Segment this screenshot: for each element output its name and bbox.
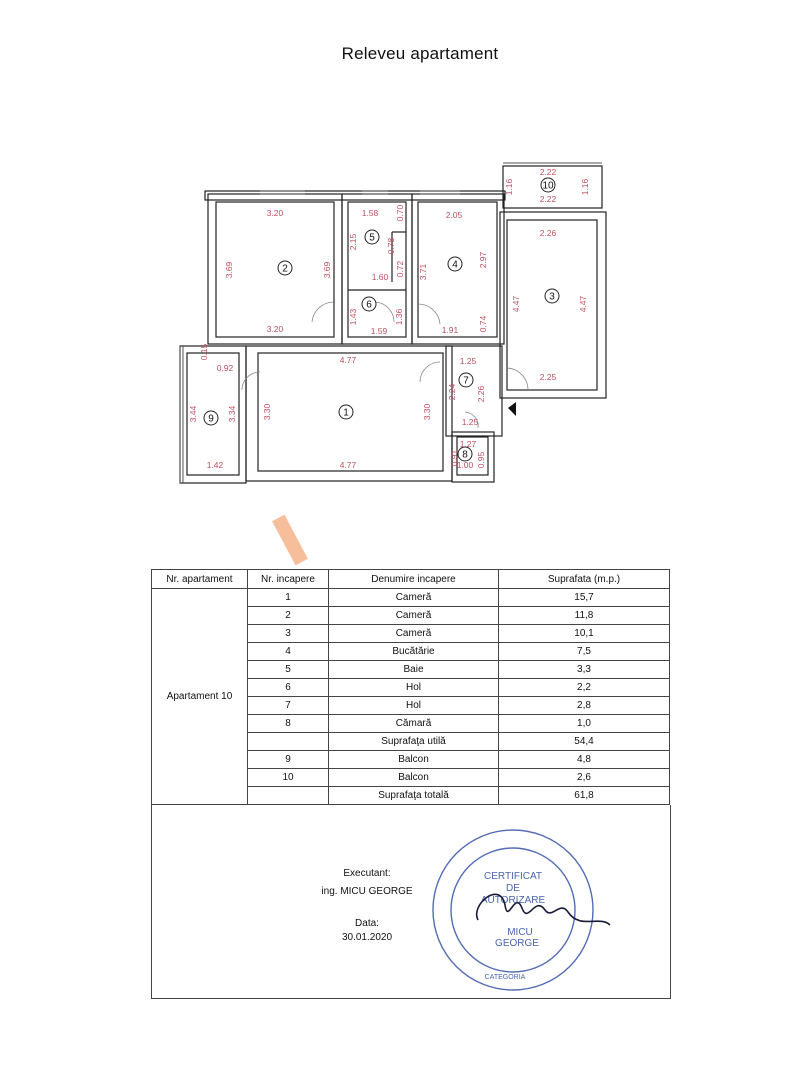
dim: 0.92 [216, 363, 234, 373]
date-label: Data: [355, 918, 379, 929]
room-number: 6 [366, 299, 372, 311]
stamp-line: DE [506, 883, 520, 894]
dim: 1.36 [394, 308, 404, 326]
room-nr: 5 [248, 661, 329, 679]
room-name: Balcon [329, 751, 499, 769]
dim: 0.15 [199, 343, 209, 361]
dim: 3.44 [188, 405, 198, 423]
dim: 4.47 [511, 295, 521, 313]
dim: 1.42 [206, 460, 224, 470]
dim: 2.05 [445, 210, 463, 220]
dim: 2.25 [539, 372, 557, 382]
room-area: 15,7 [499, 589, 670, 607]
room-nr: 4 [248, 643, 329, 661]
room-name: Cămară [329, 715, 499, 733]
room-name: Cameră [329, 589, 499, 607]
dim: 1.59 [370, 326, 388, 336]
dim: 0.70 [395, 204, 405, 222]
dim: 2.22 [539, 194, 557, 204]
dim: 0.78 [386, 237, 396, 255]
room-nr: 9 [248, 751, 329, 769]
header-room-name: Denumire incapere [329, 570, 499, 589]
dim: 2.24 [447, 383, 457, 401]
room-name: Hol [329, 679, 499, 697]
dim: 1.58 [361, 208, 379, 218]
header-room-nr: Nr. incapere [248, 570, 329, 589]
dim: 2.26 [539, 228, 557, 238]
total-area-value: 61,8 [499, 787, 670, 805]
useful-area-label: Suprafaţa utilă [329, 733, 499, 751]
dim: 1.91 [441, 325, 459, 335]
room-number: 2 [282, 263, 288, 275]
room-area: 1,0 [499, 715, 670, 733]
dim: 0.95 [476, 451, 486, 469]
room-number: 4 [452, 259, 458, 271]
room-area: 11,8 [499, 607, 670, 625]
room-number: 7 [463, 375, 469, 387]
executant-name: ing. MICU GEORGE [321, 886, 413, 897]
dim: 1.16 [580, 178, 590, 196]
room-number: 3 [549, 291, 555, 303]
dim: 1.00 [456, 460, 474, 470]
dim: 2.26 [476, 385, 486, 403]
stamp-line: CATEGORIA [484, 974, 526, 981]
room-nr: 6 [248, 679, 329, 697]
apartment-cell: Apartament 10 [152, 589, 248, 805]
room-area: 7,5 [499, 643, 670, 661]
dim: 1.60 [371, 272, 389, 282]
room-name: Cameră [329, 625, 499, 643]
room-name: Balcon [329, 769, 499, 787]
room-nr: 1 [248, 589, 329, 607]
dim: 3.30 [422, 403, 432, 421]
dim: 2.15 [348, 233, 358, 251]
dim: 0.72 [395, 260, 405, 278]
dim: 3.30 [262, 403, 272, 421]
room-number: 10 [542, 180, 554, 192]
dim: 2.22 [539, 167, 557, 177]
room-area: 10,1 [499, 625, 670, 643]
dim: 3.20 [266, 324, 284, 334]
stamp-line: AUTORIZARE [480, 895, 546, 906]
room-area: 2,2 [499, 679, 670, 697]
total-area-label: Suprafaţa totală [329, 787, 499, 805]
dim: 3.20 [266, 208, 284, 218]
room-nr: 3 [248, 625, 329, 643]
stamp-line: CERTIFICAT [484, 871, 542, 882]
dim: 1.43 [348, 308, 358, 326]
dim: 0.74 [478, 315, 488, 333]
room-area: 3,3 [499, 661, 670, 679]
room-area: 2,6 [499, 769, 670, 787]
dim: 0.91 [449, 449, 459, 467]
room-area: 4,8 [499, 751, 670, 769]
dim: 1.16 [504, 178, 514, 196]
dim: 4.77 [339, 355, 357, 365]
header-area: Suprafata (m.p.) [499, 570, 670, 589]
room-name: Baie [329, 661, 499, 679]
room-name: Cameră [329, 607, 499, 625]
room-number: 9 [208, 413, 214, 425]
dim: 3.69 [224, 261, 234, 279]
dim: 4.47 [578, 295, 588, 313]
stamp-line: MICU [507, 927, 533, 938]
dim: 3.34 [227, 405, 237, 423]
room-nr: 7 [248, 697, 329, 715]
dim: 3.71 [418, 263, 428, 281]
dim: 4.77 [339, 460, 357, 470]
page-title: Releveu apartament [341, 44, 499, 63]
date-value: 30.01.2020 [341, 932, 393, 943]
stamp-line: GEORGE [495, 938, 539, 949]
dim: 1.25 [461, 417, 479, 427]
dim: 1.27 [459, 439, 477, 449]
room-number: 8 [462, 449, 468, 461]
room-number: 1 [343, 407, 349, 419]
room-number: 5 [369, 232, 375, 244]
useful-area-value: 54,4 [499, 733, 670, 751]
room-name: Hol [329, 697, 499, 715]
room-area: 2,8 [499, 697, 670, 715]
executant-label: Executant: [343, 868, 391, 879]
room-nr: 2 [248, 607, 329, 625]
dim: 1.25 [459, 356, 477, 366]
dim: 2.97 [478, 251, 488, 269]
dim: 3.69 [322, 261, 332, 279]
room-nr: 8 [248, 715, 329, 733]
room-name: Bucătărie [329, 643, 499, 661]
room-nr: 10 [248, 769, 329, 787]
header-apartment: Nr. apartament [152, 570, 248, 589]
